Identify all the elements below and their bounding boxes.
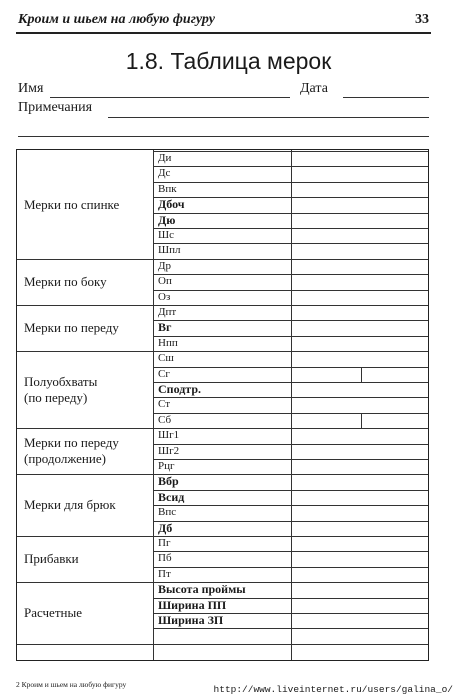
group-label <box>24 435 150 467</box>
measure-code: Ширина ЗП <box>158 613 224 627</box>
measure-code: Впс <box>158 506 177 519</box>
measure-value-cell[interactable] <box>293 229 426 242</box>
measure-code: Вг <box>158 320 172 335</box>
running-title: Кроим и шьем на любую фигуру <box>18 12 215 27</box>
group-label <box>24 605 150 621</box>
measure-code: Шс <box>158 229 174 241</box>
measure-code: Дб <box>158 520 173 535</box>
measure-code: Нпп <box>158 336 178 349</box>
date-line[interactable] <box>343 97 429 98</box>
measure-value-cell[interactable] <box>293 321 426 334</box>
measure-code: Сподтр. <box>158 382 202 396</box>
measure-value-cell[interactable] <box>293 352 426 365</box>
name-label: Имя <box>18 81 44 96</box>
group-label-line: Расчетные <box>24 605 82 620</box>
measure-code: Вбр <box>158 474 179 489</box>
measure-value-cell[interactable] <box>293 506 426 519</box>
measure-value-cell[interactable] <box>293 167 426 180</box>
group-label-line: Полуобхваты <box>24 373 98 389</box>
measure-value-cell[interactable] <box>293 522 426 535</box>
column-divider-2 <box>291 150 292 660</box>
measure-code: Оз <box>158 290 171 303</box>
measure-value-cell[interactable] <box>293 599 426 612</box>
page-number: 33 <box>415 12 429 27</box>
measure-code: Ст <box>158 398 170 411</box>
measure-value-cell[interactable] <box>293 337 426 350</box>
measure-value-cell[interactable] <box>293 183 426 196</box>
measure-code: Шг2 <box>158 444 180 457</box>
group-label-line: Мерки для брюк <box>24 497 116 513</box>
measure-value-cell[interactable] <box>293 198 426 211</box>
group-label-line: Мерки по переду <box>24 435 119 451</box>
measure-code: Ширина ПП <box>158 597 227 612</box>
measure-value-cell[interactable] <box>293 152 426 165</box>
measure-code: Дпт <box>158 306 177 318</box>
measure-code: Ди <box>158 152 172 164</box>
measure-value-cell[interactable] <box>293 552 426 565</box>
measure-code: Впк <box>158 182 177 195</box>
measurements-table <box>16 149 429 661</box>
measure-value-cell[interactable] <box>293 291 426 304</box>
group-label-line: Мерки по спинке <box>24 196 120 212</box>
notes-line-1[interactable] <box>108 117 429 118</box>
measure-code: Сб <box>158 413 172 426</box>
measure-code: Пт <box>158 567 171 580</box>
group-label <box>24 274 150 290</box>
notes-label: Примечания <box>18 100 93 115</box>
measure-value-cell[interactable] <box>293 414 426 427</box>
measure-code: Шпл <box>158 244 181 257</box>
measure-code: Оп <box>158 275 172 288</box>
measure-value-cell[interactable] <box>293 244 426 257</box>
measure-value-cell[interactable] <box>293 537 426 550</box>
cell-mark <box>361 413 362 428</box>
measure-code: Высота проймы <box>158 582 246 597</box>
measure-code: Рцг <box>158 460 175 472</box>
group-divider <box>17 644 428 645</box>
measure-code: Пб <box>158 552 172 565</box>
group-label <box>24 551 150 567</box>
measure-value-cell[interactable] <box>293 629 426 642</box>
group-label-line: (продолжение) <box>24 451 106 467</box>
notes-line-2[interactable] <box>18 136 429 137</box>
group-label-line: Мерки по переду <box>24 320 119 336</box>
measure-code: Дю <box>158 212 176 227</box>
group-label-line: (по переду) <box>24 389 88 405</box>
measure-value-cell[interactable] <box>293 475 426 488</box>
measure-value-cell[interactable] <box>293 368 426 381</box>
page-title: 1.8. Таблица мерок <box>125 48 332 74</box>
column-divider-1 <box>153 150 154 660</box>
measure-value-cell[interactable] <box>293 383 426 396</box>
measure-value-cell[interactable] <box>293 460 426 473</box>
measure-value-cell[interactable] <box>293 260 426 273</box>
measure-code: Пг <box>158 537 171 549</box>
measure-code: Др <box>158 259 172 272</box>
measure-value-cell[interactable] <box>293 398 426 411</box>
measure-value-cell[interactable] <box>293 306 426 319</box>
footer-text: 2 Кроим и шьем на любую фигуру <box>16 680 127 689</box>
group-label <box>24 497 150 513</box>
measure-value-cell[interactable] <box>293 491 426 504</box>
cell-mark <box>361 367 362 382</box>
measure-code: Дс <box>158 167 171 180</box>
source-url: http://www.liveinternet.ru/users/galina_o/ <box>213 684 453 695</box>
measure-value-cell[interactable] <box>293 614 426 627</box>
measure-value-cell[interactable] <box>293 583 426 596</box>
date-label: Дата <box>300 81 328 96</box>
measure-code: Шг1 <box>158 429 180 442</box>
measure-code: Дбоч <box>158 197 185 212</box>
measure-value-cell[interactable] <box>293 568 426 581</box>
group-label-line: Мерки по боку <box>24 273 107 289</box>
header-rule <box>16 32 431 34</box>
group-label <box>24 197 150 213</box>
group-label <box>24 320 150 336</box>
measure-value-cell[interactable] <box>293 275 426 288</box>
group-label <box>24 374 150 406</box>
measure-code: Сш <box>158 352 174 365</box>
measure-code: Сг <box>158 367 170 380</box>
name-line[interactable] <box>50 97 290 98</box>
measure-value-cell[interactable] <box>293 429 426 442</box>
measure-value-cell[interactable] <box>293 214 426 227</box>
measure-code: Всид <box>158 489 185 504</box>
group-label-line: Прибавки <box>24 551 79 567</box>
measure-value-cell[interactable] <box>293 445 426 458</box>
